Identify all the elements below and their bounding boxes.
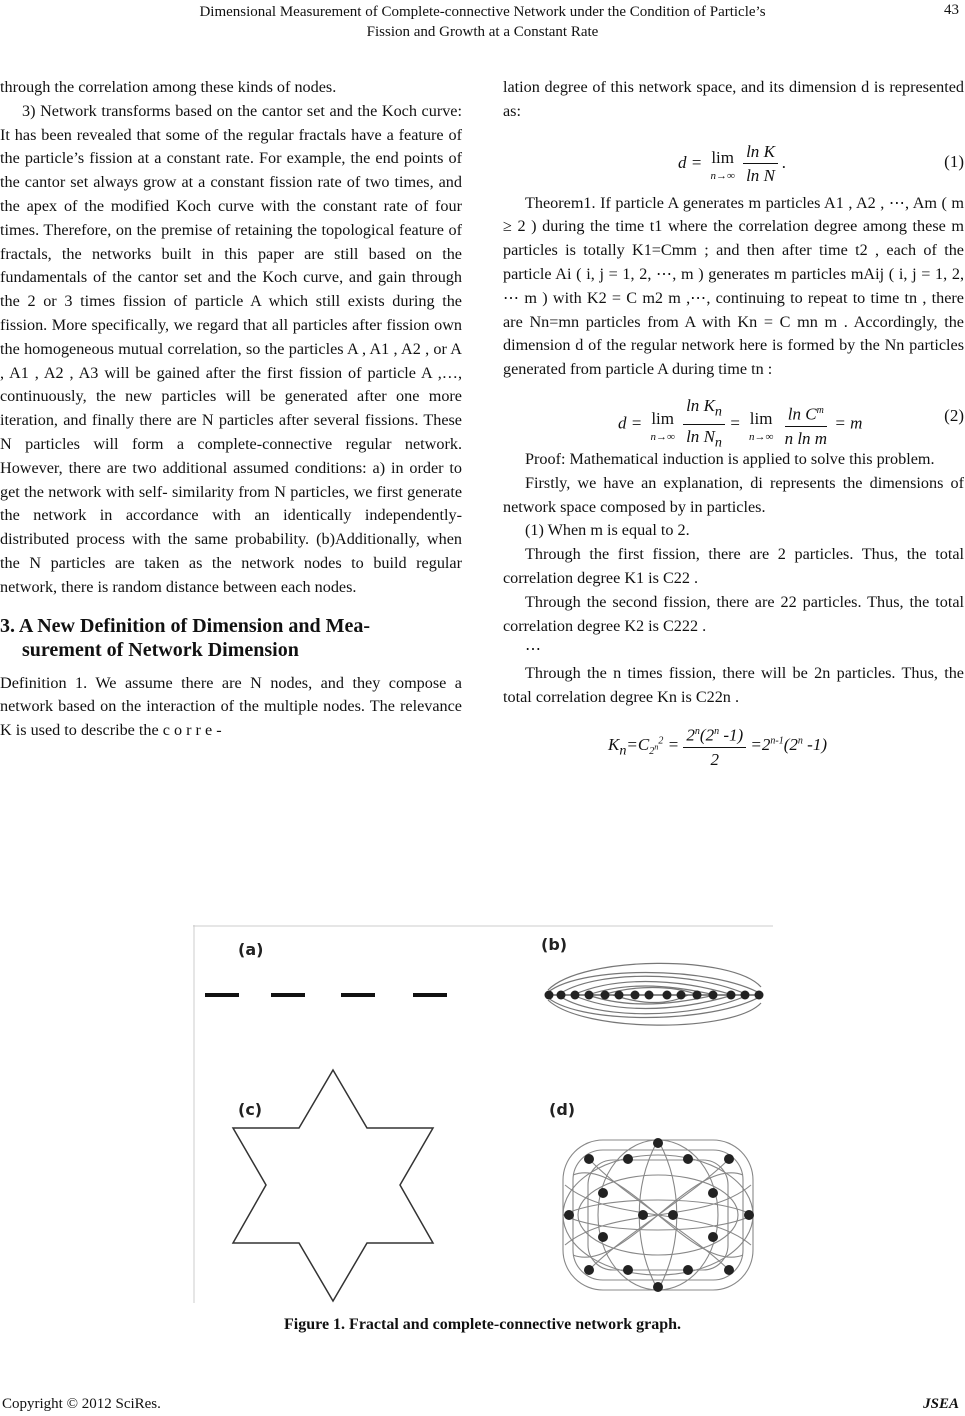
proof-paragraph: Proof: Mathematical induction is applied to solve this problem.: [525, 449, 935, 468]
second-fission-paragraph: Through the second fission, there are 22 particles. Thus, the total correlation degree K2 is C222 .: [503, 592, 964, 635]
equation-2: d = lim n→∞ $\frac{\ln K_n}{\ln N_n}$ = lim n→∞ $\frac{\ln C^m}{\text{n ln m}}$ = m (2): [618, 395, 964, 451]
ellipsis: ⋯: [525, 640, 542, 659]
section-heading-line1: 3. A New Definition of Dimension and Mea-: [0, 614, 370, 637]
firstly-paragraph: Firstly, we have an explanation, di represents the dimensions of network space composed by in particles.: [503, 473, 964, 516]
paragraph-network-transforms: 3) Network transforms based on the cantor set and the Koch curve: It has been revealed that some of the regular fractals have a feature of the particle’s fission at a constant rate. For example, the end points of the cantor set always grow at a constant fission rate of two times, and the apex of the modified Koch curve with the constant rate of four times. Therefore, on the premise of retaining the topological feature of fractals, the networks built in this paper are still based on the fundamentals of the cantor set and the Koch curve, and gain through the 2 or 3 times fission of particle A which still exists during the fission. More specifically, we regard that all particles after fission own the homogeneous mutual correlation, so the particles A , A1 , A2 , or A , A1 , A2 , A3 will be gained after the first fission of particle A ,…, continuously, the new particles will be generated after one more iteration, and finally there are N particles after several fissions. These N particles will form a complete-connective regular network. However, there are two additional assumed conditions: a) in order to get the network with self- similarity from N particles, we first generate the network in accordance with an identically independently-distributed process with the same probability. (b)Additionally, when the N particles are taken as the network nodes to build regular network, there is random distance between each nodes.: [0, 101, 462, 596]
equation-1: d = lim n→∞ $\frac{\text{ln K}}{\text{ln N}}$ . (1): [678, 141, 964, 186]
left-column: [0, 76, 462, 743]
panel-a-label: (a): [238, 940, 264, 959]
paragraph-correlation: lation degree of this network space, and its dimension d is represented as:: [503, 78, 964, 120]
panel-d-label: (d): [549, 1100, 576, 1119]
first-fission-paragraph: Through the first fission, there are 2 particles. Thus, the total correlation degree K1 is C22 .: [503, 545, 964, 587]
page-number: 43: [944, 2, 959, 18]
footer-journal: JSEA: [923, 1396, 959, 1412]
footer-copyright: Copyright © 2012 SciRes.: [2, 1396, 161, 1412]
equation-2-number: (2): [944, 405, 964, 425]
header-title-line1: Dimensional Measurement of Complete-connective Network under the Condition of Particle’s: [199, 4, 766, 20]
equation-kn: $K_n=C_{2^n}^2$ = $\frac{2^n(2^n -1)}{2}$ $=2^{n-1}(2^n$ -1): [503, 716, 964, 776]
equation-1-number: (1): [944, 151, 964, 171]
section-heading: [0, 614, 462, 662]
panel-b-label: (b): [541, 935, 568, 954]
paragraph-continued: through the correlation among these kinds of nodes.: [0, 78, 337, 96]
panel-c-label: (c): [238, 1100, 263, 1119]
figure-caption: Figure 1. Fractal and complete-connective network graph.: [284, 1316, 681, 1333]
running-header: [0, 2, 965, 42]
right-column: [503, 76, 964, 776]
definition-paragraph: Definition 1. We assume there are N nodes, and they compose a network based on the interaction of the multiple nodes. The relevance K is used to describe the c o r r e -: [0, 673, 462, 740]
figure-1: [193, 925, 773, 1303]
header-title-line2: Fission and Growth at a Constant Rate: [366, 24, 599, 40]
case-m-equals-2: (1) When m is equal to 2.: [525, 521, 690, 540]
section-heading-line2: surement of Network Dimension: [22, 638, 299, 661]
theorem-1: Theorem1. If particle A generates m particles A1 , A2 , ⋯, Am ( m ≥ 2 ) during the time t1 where the correlation degree among these m particles is totally K1=Cmm ; and then after time t2 , each of the particle Ai ( i, j = 1, 2, ⋯, m ) generates m particles mAij ( i, j = 1, 2, ⋯ m ) with K2 = C m2 m ,⋯, continuing to repeat to time tn , there are Nn=mn particles from A with Kn = C mn m . Accordingly, the dimension d of the regular network here is formed by the Nn particles generated from particle A during time tn :: [503, 193, 964, 379]
n-fission-paragraph: Through the n times fission, there will be 2n particles. Thus, the total correlation degree Kn is C22n .: [503, 664, 964, 706]
